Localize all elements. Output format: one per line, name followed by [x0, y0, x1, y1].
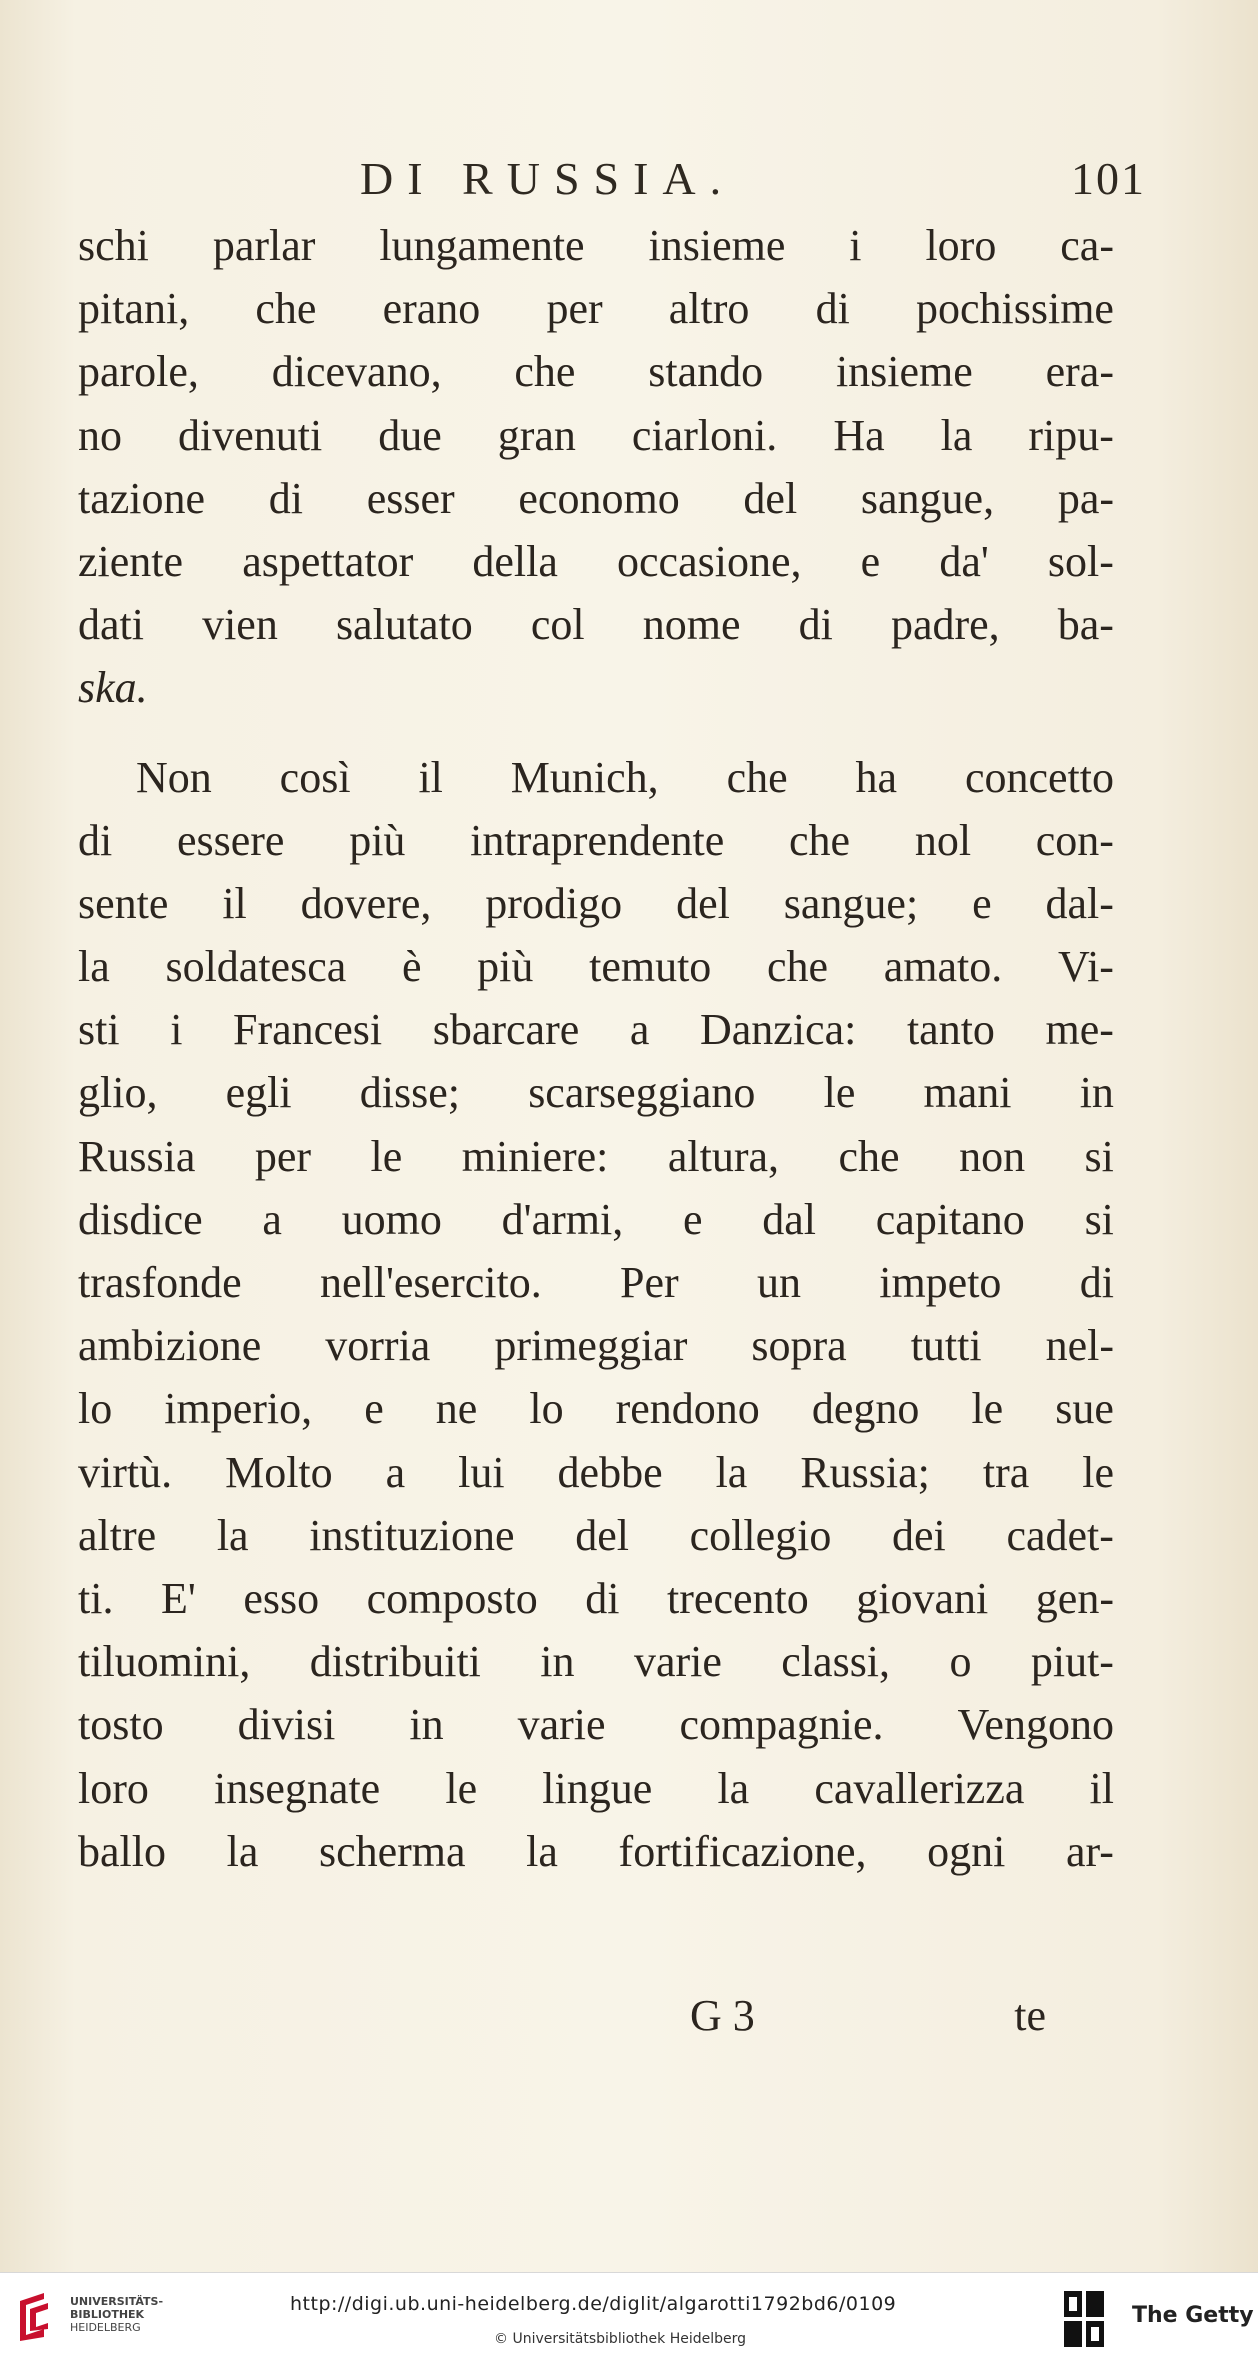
word: loro: [925, 221, 997, 270]
text-line: [78, 656, 1114, 719]
word: la: [715, 1447, 748, 1497]
word: soldatesca: [165, 942, 347, 992]
word: nell'esercito.: [320, 1258, 542, 1307]
permalink-url[interactable]: http://digi.ub.uni-heidelberg.de/diglit/algarotti1792bd6/0109: [290, 2293, 897, 2315]
word: disdice: [78, 1194, 203, 1244]
text-line: [78, 1251, 1114, 1314]
word: era-: [1045, 347, 1114, 397]
viewer-footer-bar: [0, 2272, 1258, 2365]
word: pa-: [1057, 473, 1114, 523]
word: in: [540, 1637, 575, 1687]
word: insegnate: [214, 1763, 381, 1813]
text-line: [78, 809, 1114, 872]
word: per: [546, 284, 603, 334]
word: le: [971, 1384, 1004, 1434]
word: cadet-: [1006, 1510, 1114, 1560]
word: classi,: [781, 1637, 891, 1687]
word: altre: [78, 1510, 157, 1560]
text-line: [78, 746, 1114, 809]
word: divenuti: [178, 410, 323, 460]
university-name: [70, 2295, 163, 2334]
word: pitani,: [78, 284, 190, 334]
word: imperio,: [164, 1384, 313, 1434]
word: e: [364, 1384, 384, 1434]
word: esser: [366, 473, 455, 523]
word: fortificazione,: [618, 1826, 867, 1876]
text-line: [78, 1441, 1114, 1504]
catchword: te: [1014, 1991, 1046, 2040]
library-name-line: UNIVERSITÄTS-: [70, 2295, 164, 2308]
text-line: [78, 1757, 1114, 1820]
word: padre,: [890, 600, 1000, 650]
word: scherma: [318, 1826, 466, 1876]
word: temuto: [589, 942, 712, 992]
text-line: [78, 1377, 1114, 1440]
word: la: [940, 410, 973, 460]
word: Per: [620, 1258, 679, 1307]
word: la: [216, 1510, 249, 1560]
word: ciarloni.: [631, 410, 778, 460]
word: ha: [855, 752, 898, 802]
word: altura,: [667, 1131, 780, 1181]
word: che: [514, 347, 576, 397]
word: debbe: [557, 1447, 663, 1497]
copyright-notice: © Universitätsbibliothek Heidelberg: [494, 2331, 747, 2347]
word: e: [860, 536, 881, 586]
text-line: [78, 1125, 1114, 1188]
word: varie: [517, 1700, 606, 1750]
word: le: [1082, 1447, 1114, 1497]
word: si: [1084, 1131, 1114, 1181]
word: virtù.: [78, 1447, 173, 1497]
word: sue: [1055, 1384, 1114, 1434]
word: che: [838, 1131, 900, 1181]
partner-name: The Getty: [1132, 2303, 1254, 2328]
word: parlar: [212, 221, 316, 270]
word: le: [370, 1131, 403, 1181]
running-head: DI RUSSIA.: [360, 153, 736, 204]
word: d'armi,: [501, 1194, 624, 1244]
text-line: [78, 1567, 1114, 1630]
word: per: [254, 1131, 312, 1181]
word: divisi: [237, 1700, 336, 1750]
word: dicevano,: [271, 347, 442, 397]
word: Molto: [225, 1447, 333, 1497]
word: tosto: [78, 1700, 164, 1750]
word: che: [726, 752, 788, 802]
signature-mark: G 3: [690, 1991, 755, 2040]
word: gran: [497, 410, 576, 460]
word: o: [949, 1637, 972, 1687]
word: della: [472, 536, 558, 586]
paragraph-gap: [78, 720, 1114, 746]
word: la: [226, 1826, 259, 1876]
word: esso: [243, 1573, 320, 1623]
text-line: [78, 1061, 1114, 1124]
text-line: [78, 1630, 1114, 1693]
word: distribuiti: [309, 1637, 481, 1687]
word: due: [378, 410, 442, 460]
word: intraprendente: [470, 815, 725, 865]
word: del: [575, 1510, 629, 1560]
word: lingue: [542, 1763, 653, 1813]
word: pochissime: [915, 284, 1114, 334]
word: prodigo: [485, 878, 623, 928]
word: compagnie.: [679, 1700, 884, 1750]
word: a: [385, 1447, 406, 1497]
text-line: [78, 1504, 1114, 1567]
word: più: [477, 942, 534, 992]
word: nome: [642, 600, 741, 650]
word: ogni: [927, 1826, 1006, 1876]
word: le: [823, 1068, 856, 1118]
word: col: [530, 600, 585, 650]
word: ti.: [78, 1573, 114, 1623]
word: uomo: [341, 1194, 442, 1244]
text-line: [78, 1314, 1114, 1377]
word: di: [815, 284, 850, 334]
word: egli: [225, 1068, 292, 1118]
text-line: [78, 340, 1114, 403]
word: la: [717, 1763, 750, 1813]
word: loro: [78, 1763, 149, 1813]
word: primeggiar: [494, 1321, 688, 1371]
word: Non: [136, 752, 212, 802]
word: di: [798, 600, 833, 650]
university-logo-icon[interactable]: [14, 2291, 58, 2347]
word: in: [1079, 1068, 1114, 1118]
word: con-: [1035, 815, 1114, 865]
word: stando: [648, 347, 764, 397]
word: così: [279, 752, 351, 802]
word: si: [1084, 1194, 1114, 1244]
word: vien: [202, 600, 278, 650]
body-text: [78, 214, 1114, 1883]
word: occasione,: [617, 536, 802, 586]
word: il: [222, 878, 247, 928]
word: Munich,: [510, 752, 659, 802]
text-line: [78, 1693, 1114, 1756]
word: impeto: [879, 1258, 1002, 1307]
word: di: [78, 815, 113, 865]
getty-logo-icon[interactable]: [1062, 2289, 1106, 2349]
word: degno: [811, 1384, 920, 1434]
word: sente: [78, 878, 169, 928]
word: glio,: [78, 1068, 158, 1118]
word: essere: [176, 815, 285, 865]
text-line: [78, 214, 1114, 277]
word: tra: [982, 1447, 1030, 1497]
text-line: [78, 1820, 1114, 1883]
word: sangue,: [860, 473, 995, 523]
word: gen-: [1035, 1573, 1114, 1623]
word: lungamente: [379, 221, 585, 270]
word: che: [789, 815, 851, 865]
text-line: [78, 998, 1114, 1061]
word: ba-: [1057, 600, 1114, 650]
word: in: [409, 1700, 444, 1750]
text-line: [78, 1188, 1114, 1251]
word: dal: [762, 1194, 817, 1244]
word: ripu-: [1028, 410, 1114, 460]
word: del: [743, 473, 798, 523]
word: Vi-: [1057, 942, 1114, 992]
word: lo: [78, 1384, 113, 1434]
word: tiluomini,: [78, 1637, 251, 1687]
word: la: [526, 1826, 558, 1876]
word: ambizione: [78, 1321, 262, 1371]
text-line: [78, 593, 1114, 656]
word: sti: [78, 1005, 120, 1055]
word: lui: [458, 1447, 505, 1497]
word: lo: [529, 1384, 564, 1434]
word: altro: [668, 284, 750, 334]
word: giovani: [856, 1573, 989, 1623]
word: sopra: [751, 1321, 847, 1371]
word: schi: [78, 221, 149, 270]
word: dati: [78, 600, 144, 650]
word: economo: [518, 473, 680, 523]
word: Russia;: [800, 1447, 930, 1497]
word: nel-: [1045, 1321, 1114, 1371]
text-line: [78, 467, 1114, 530]
word: ar-: [1065, 1826, 1114, 1876]
word: capitano: [875, 1194, 1025, 1244]
word: e: [972, 878, 992, 928]
word: Francesi: [233, 1005, 383, 1055]
word: Danzica:: [700, 1005, 857, 1055]
word: cavallerizza: [814, 1763, 1025, 1813]
word: composto: [366, 1573, 538, 1623]
word: mani: [923, 1068, 1012, 1118]
word: più: [349, 815, 406, 865]
word: non: [959, 1131, 1026, 1181]
word: la: [78, 942, 110, 992]
word: di: [1079, 1258, 1114, 1307]
italic-word: ska.: [78, 663, 148, 713]
word: scarseggiano: [528, 1068, 756, 1118]
word: tazione: [78, 473, 206, 523]
word: disse;: [359, 1068, 461, 1118]
page-header: [70, 148, 1150, 208]
word: dei: [892, 1510, 946, 1560]
word: sbarcare: [432, 1005, 580, 1055]
page-number: 101: [1071, 153, 1146, 204]
word: salutato: [335, 600, 473, 650]
word: ballo: [78, 1826, 166, 1876]
word: tutti: [910, 1321, 982, 1371]
word: del: [676, 878, 730, 928]
word: sangue;: [783, 878, 919, 928]
word: erano: [382, 284, 481, 334]
word: ne: [435, 1384, 478, 1434]
word: il: [1089, 1763, 1114, 1813]
word: vorria: [325, 1321, 431, 1371]
word: trecento: [667, 1573, 809, 1623]
word: che: [255, 284, 317, 334]
text-line: [78, 935, 1114, 998]
word: insieme: [835, 347, 973, 397]
word: amato.: [883, 942, 1003, 992]
word: aspettator: [242, 536, 414, 586]
word: varie: [633, 1637, 722, 1687]
word: di: [585, 1573, 620, 1623]
word: che: [766, 942, 829, 992]
word: collegio: [689, 1510, 832, 1560]
word: ziente: [78, 536, 184, 586]
word: a: [262, 1194, 282, 1244]
word: è: [401, 942, 422, 992]
text-line: [78, 277, 1114, 340]
word: nol: [914, 815, 972, 865]
word: trasfonde: [78, 1258, 242, 1307]
word: instituzione: [309, 1510, 515, 1560]
word: di: [268, 473, 303, 523]
word: ca-: [1060, 221, 1114, 270]
word: tanto: [906, 1005, 995, 1055]
word: concetto: [964, 752, 1114, 802]
word: i: [849, 221, 862, 270]
word: rendono: [615, 1384, 760, 1434]
word: il: [418, 752, 443, 802]
word: insieme: [648, 221, 786, 270]
text-line: [78, 530, 1114, 593]
word: piut-: [1030, 1637, 1114, 1687]
word: parole,: [78, 347, 199, 397]
word: dal-: [1045, 878, 1114, 928]
word: E': [160, 1573, 196, 1623]
word: sol-: [1047, 536, 1114, 586]
text-line: [78, 404, 1114, 467]
word: un: [756, 1258, 801, 1307]
library-name-line: BIBLIOTHEK: [70, 2308, 145, 2321]
word: le: [445, 1763, 478, 1813]
word: dovere,: [300, 878, 432, 928]
word: miniere:: [461, 1131, 609, 1181]
word: a: [629, 1005, 650, 1055]
word: da': [939, 536, 989, 586]
word: no: [78, 410, 122, 460]
library-name-line: HEIDELBERG: [70, 2321, 141, 2334]
word: e: [682, 1194, 703, 1244]
word: i: [170, 1005, 183, 1055]
text-line: [78, 872, 1114, 935]
word: Ha: [833, 410, 885, 460]
word: Vengono: [957, 1700, 1114, 1750]
word: Russia: [78, 1131, 196, 1181]
word: me-: [1045, 1005, 1114, 1055]
